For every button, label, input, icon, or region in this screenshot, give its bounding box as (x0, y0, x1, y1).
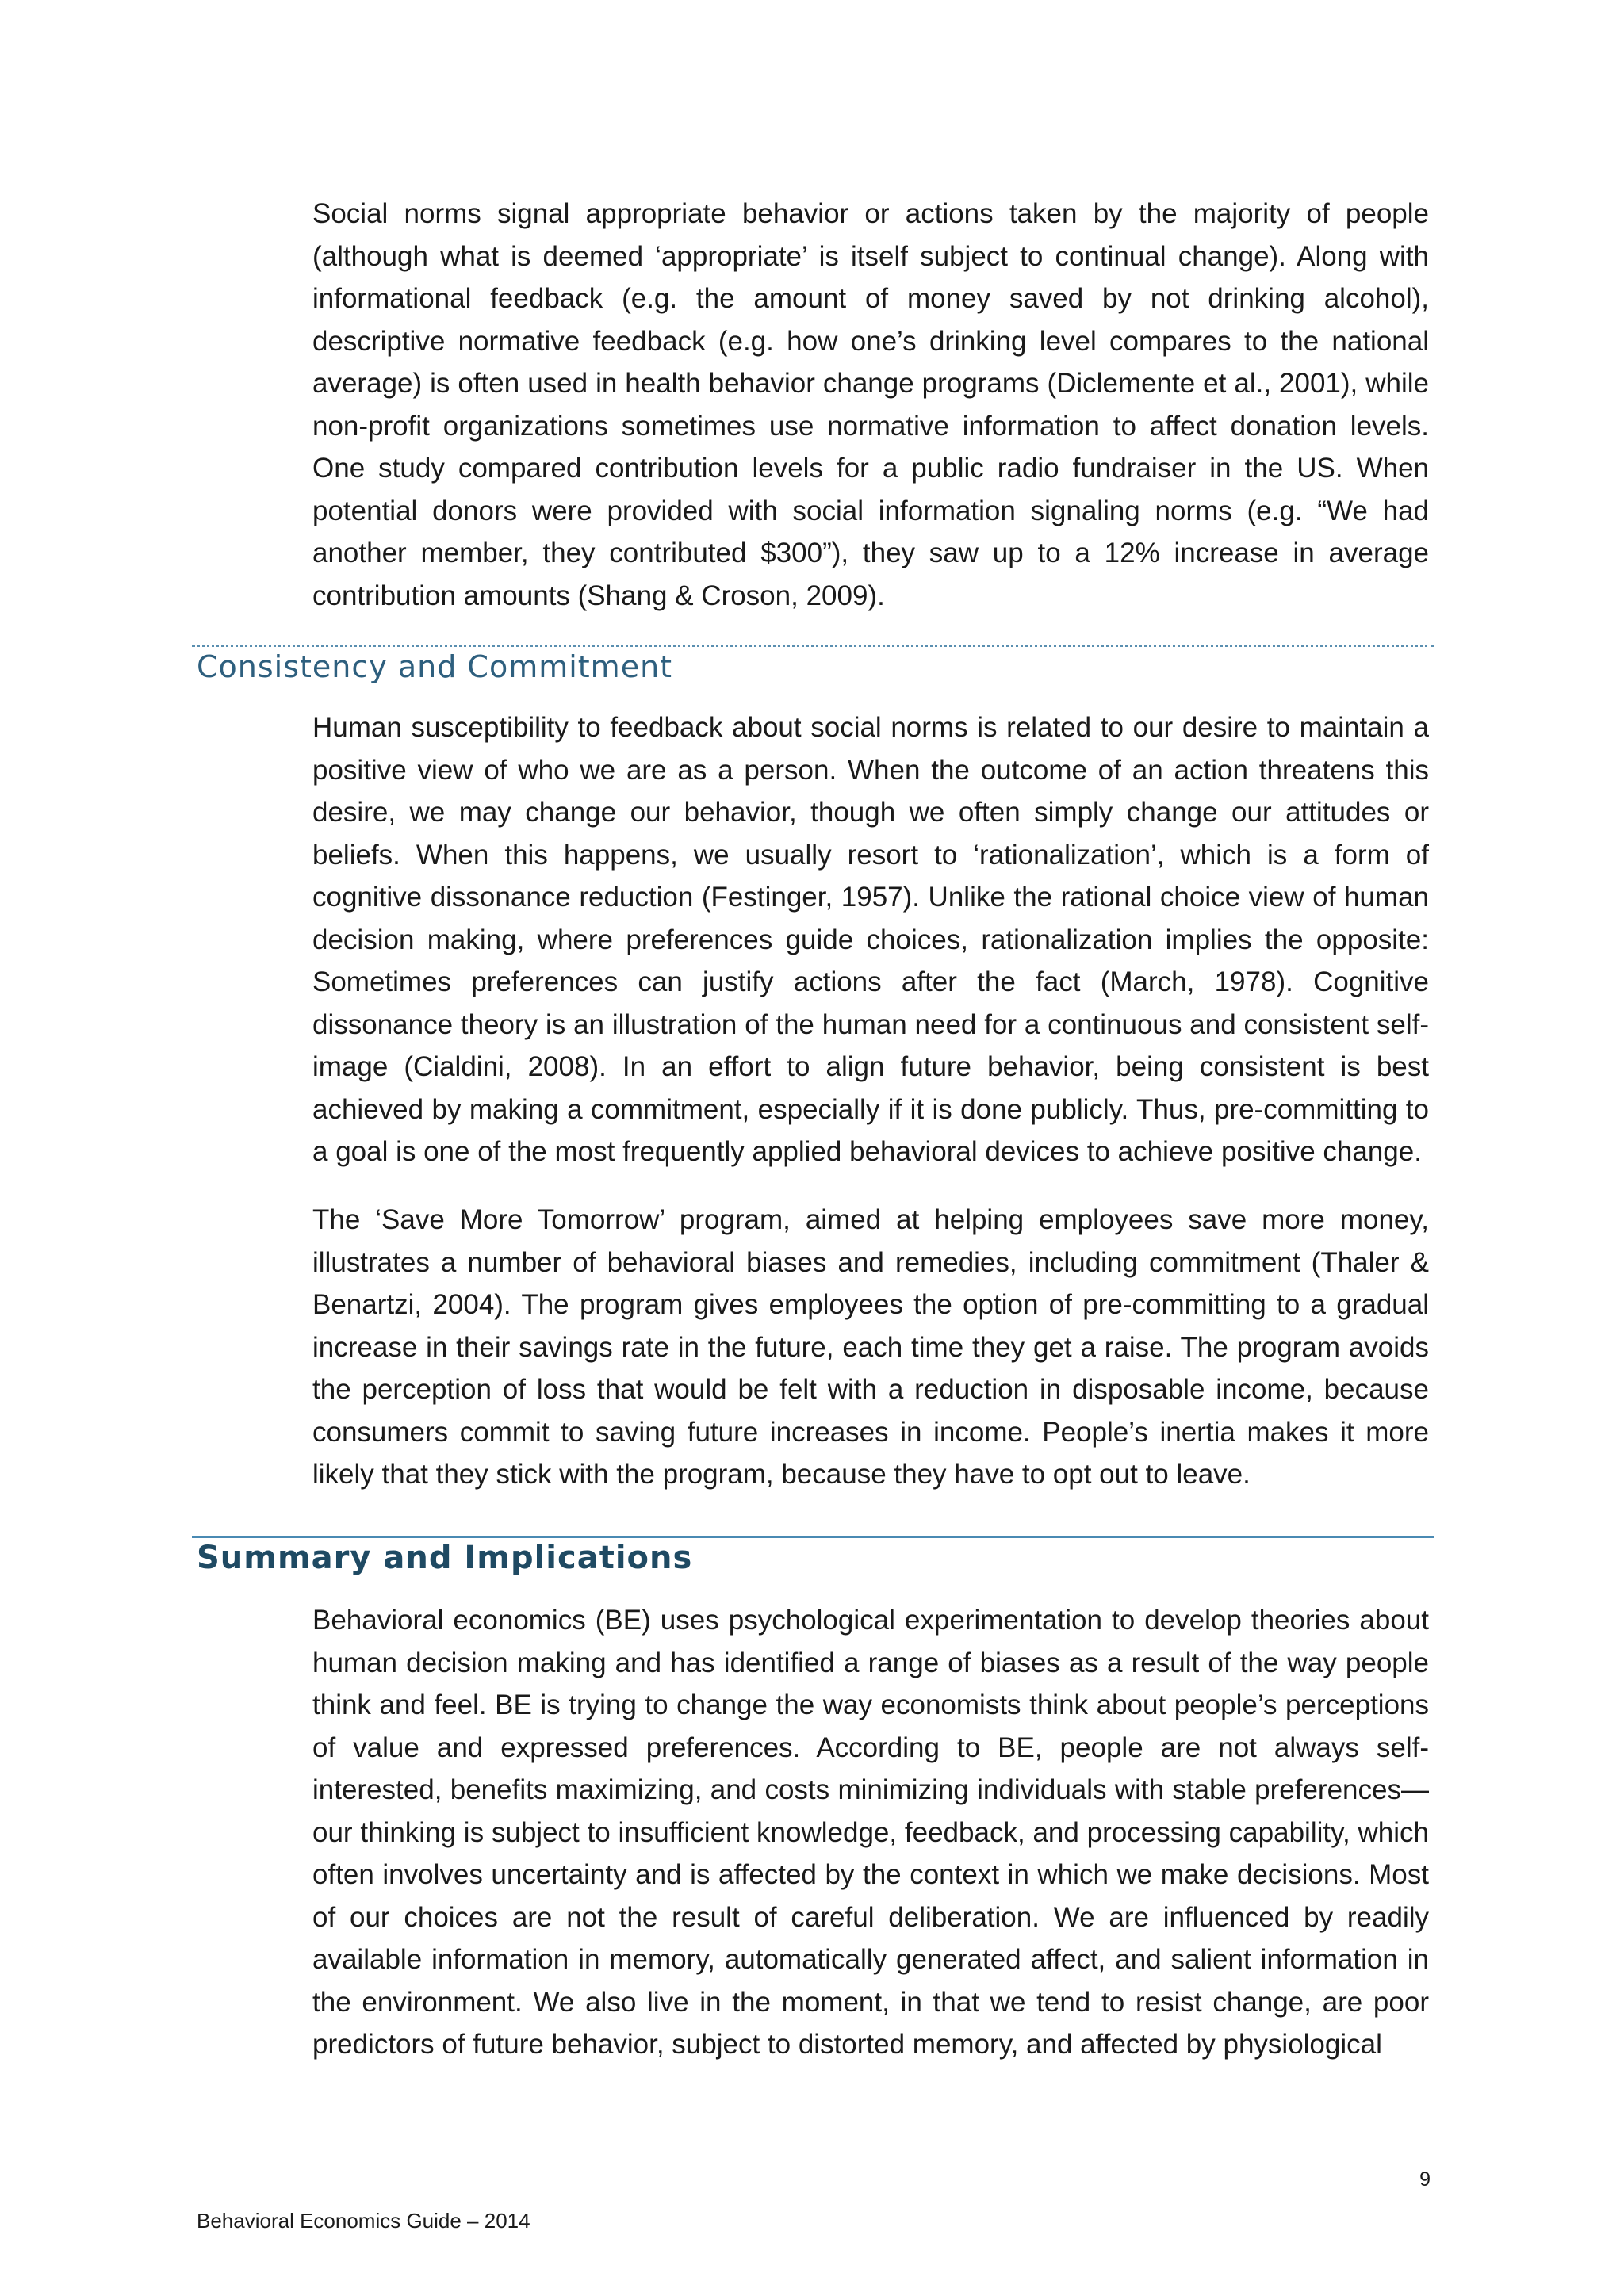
section-divider-solid (192, 1536, 1434, 1538)
page-number: 9 (1419, 2168, 1431, 2191)
section-divider-dotted (192, 645, 1434, 647)
heading-summary-implications: Summary and Implications (197, 1540, 693, 1576)
paragraph-social-norms: Social norms signal appropriate behavior or actions taken by the majority of people (although what is deemed ‘appropriate’ is itself subject to continual change). Along with informational feedback (e.g. the amount of money saved by not drinking alcohol), descriptive normative feedback (e.g. how one’s drinking level compares to the national average) is often used in health behavior change programs (Diclemente et al., 2001), while non-profit organizations sometimes use normative information to affect donation levels. One study compared contribution levels for a public radio fundraiser in the US. When potential donors were provided with social information signaling norms (e.g. “We had another member, they contributed $300”), they saw up to a 12% increase in average contribution amounts (Shang & Croson, 2009). (312, 198, 1429, 611)
paragraph-consistency-2: The ‘Save More Tomorrow’ program, aimed at helping employees save more money, illustrates a number of behavioral biases and remedies, including commitment (Thaler & Benartzi, 2004). The program gives employees the option of pre-committing to a gradual increase in their savings rate in the future, each time they get a raise. The program avoids the perception of loss that would be felt with a reduction in disposable income, because consumers commit to saving future increases in income. People’s inertia makes it more likely that they stick with the program, because they have to opt out to leave. (312, 1204, 1429, 1490)
heading-consistency-commitment: Consistency and Commitment (197, 649, 673, 684)
paragraph-consistency-1: Human susceptibility to feedback about social norms is related to our desire to maintain a positive view of who we are as a person. When the outcome of an action threatens this desire, we may change our behavior, though we often simply change our attitudes or beliefs. When this happens, we usually resort to ‘rationalization’, which is a form of cognitive dissonance reduction (Festinger, 1957). Unlike the rational choice view of human decision making, where preferences guide choices, rationalization implies the opposite: Sometimes preferences can justify actions after the fact (March, 1978). Cognitive dissonance theory is an illustration of the human need for a continuous and consistent self-image (Cialdini, 2008). In an effort to align future behavior, being consistent is best achieved by making a commitment, especially if it is done publicly. Thus, pre-committing to a goal is one of the most frequently applied behavioral devices to achieve positive change. (312, 712, 1429, 1167)
page-footer: Behavioral Economics Guide – 2014 (197, 2209, 530, 2233)
paragraph-summary: Behavioral economics (BE) uses psychological experimentation to develop theories about human decision making and has identified a range of biases as a result of the way people think and feel. BE is trying to change the way economists think about people’s perceptions of value and expressed preferences. According to BE, people are not always self-interested, benefits maximizing, and costs minimizing individuals with stable preferences—our thinking is subject to insufficient knowledge, feedback, and processing capability, which often involves uncertainty and is affected by the context in which we make decisions. Most of our choices are not the result of careful deliberation. We are influenced by readily available information in memory, automatically generated affect, and salient information in the environment. We also live in the moment, in that we tend to resist change, are poor predictors of future behavior, subject to distorted memory, and affected by physiological (312, 1605, 1429, 2060)
